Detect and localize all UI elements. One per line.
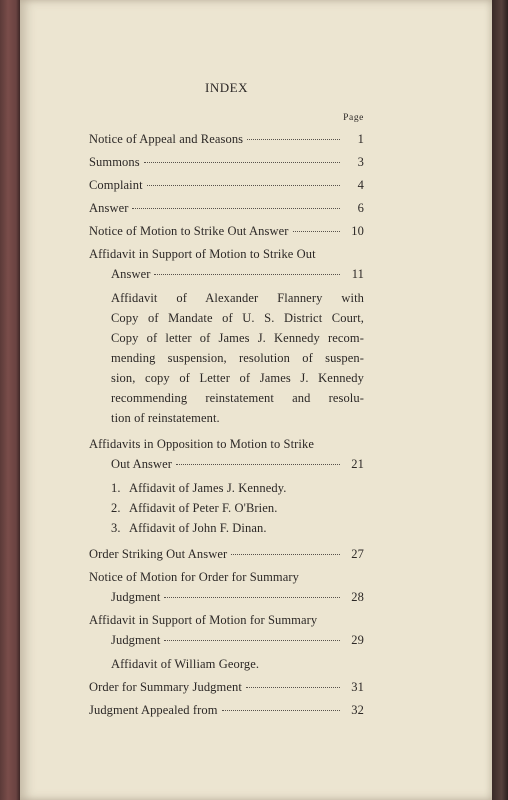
entry-label: Notice of Motion to Strike Out Answer bbox=[89, 224, 289, 238]
description-line: Copy of letter of James J. Kennedy recom- bbox=[111, 331, 364, 345]
affidavit-description bbox=[89, 288, 364, 428]
entry-label: Order for Summary Judgment bbox=[89, 680, 242, 694]
list-item bbox=[89, 478, 364, 498]
index-title: INDEX bbox=[205, 80, 248, 95]
description-line: sion, copy of Letter of James J. Kennedy bbox=[111, 371, 364, 385]
index-entry bbox=[89, 677, 364, 697]
sub-entry: Affidavit of William George. bbox=[111, 657, 260, 671]
entry-label: Affidavits in Opposition to Motion to Strike bbox=[89, 437, 315, 451]
entry-label: Complaint bbox=[89, 178, 143, 192]
book-cover-right bbox=[492, 0, 508, 800]
entry-label-cont: Answer bbox=[111, 267, 151, 281]
entry-page: 28 bbox=[351, 590, 364, 604]
page bbox=[20, 0, 492, 800]
entry-page: 29 bbox=[351, 633, 364, 647]
dot-leader bbox=[164, 640, 340, 641]
entry-continuation bbox=[89, 264, 364, 284]
entry-page: 11 bbox=[351, 267, 364, 281]
list-text: Affidavit of Peter F. O'Brien. bbox=[129, 501, 278, 515]
entry-page: 3 bbox=[357, 155, 364, 169]
dot-leader bbox=[231, 554, 340, 555]
dot-leader bbox=[164, 597, 340, 598]
entry-label: Affidavit in Support of Motion to Strike Out bbox=[89, 247, 316, 261]
description-line: tion of reinstatement. bbox=[111, 411, 220, 425]
entry-label-cont: Judgment bbox=[111, 590, 161, 604]
entry-page: 1 bbox=[357, 132, 364, 146]
entry-page: 6 bbox=[357, 201, 364, 215]
entry-page: 31 bbox=[351, 680, 364, 694]
index-entry bbox=[89, 129, 364, 149]
description-line: Affidavit of Alexander Flannery with bbox=[111, 291, 364, 305]
index-entry bbox=[89, 567, 364, 607]
entry-label: Affidavit in Support of Motion for Summary bbox=[89, 613, 318, 627]
entry-page: 21 bbox=[351, 457, 364, 471]
entry-label: Notice of Appeal and Reasons bbox=[89, 132, 244, 146]
list-text: Affidavit of James J. Kennedy. bbox=[129, 481, 287, 495]
dot-leader bbox=[222, 710, 340, 711]
entry-label: Judgment Appealed from bbox=[89, 703, 218, 717]
entry-label-cont: Out Answer bbox=[111, 457, 173, 471]
description-line: mending suspension, resolution of suspen- bbox=[111, 351, 364, 365]
book-cover-left bbox=[0, 0, 20, 800]
entry-page: 32 bbox=[351, 703, 364, 717]
dot-leader bbox=[246, 687, 340, 688]
index-entry bbox=[89, 221, 364, 241]
entry-label: Summons bbox=[89, 155, 140, 169]
index-entry bbox=[89, 198, 364, 218]
entry-page: 4 bbox=[357, 178, 364, 192]
dot-leader bbox=[154, 274, 340, 275]
entry-label: Notice of Motion for Order for Summary bbox=[89, 570, 300, 584]
dot-leader bbox=[147, 185, 340, 186]
entry-continuation bbox=[89, 587, 364, 607]
description-line: Copy of Mandate of U. S. District Court, bbox=[111, 311, 364, 325]
entry-label-cont: Judgment bbox=[111, 633, 161, 647]
entry-label: Answer bbox=[89, 201, 129, 215]
list-item bbox=[89, 498, 364, 518]
dot-leader bbox=[293, 231, 340, 232]
entry-label: Order Striking Out Answer bbox=[89, 547, 228, 561]
index-entry bbox=[89, 700, 364, 720]
dot-leader bbox=[176, 464, 340, 465]
list-number: 3. bbox=[111, 521, 121, 535]
index-entry bbox=[89, 175, 364, 195]
index-entry bbox=[89, 434, 364, 474]
index-entry bbox=[89, 610, 364, 650]
entry-continuation bbox=[89, 630, 364, 650]
index-content bbox=[89, 80, 364, 720]
entry-page: 10 bbox=[351, 224, 364, 238]
index-entry bbox=[89, 244, 364, 284]
entry-continuation bbox=[89, 454, 364, 474]
page-column-header: Page bbox=[343, 113, 364, 123]
dot-leader bbox=[132, 208, 340, 209]
dot-leader bbox=[247, 139, 340, 140]
list-text: Affidavit of John F. Dinan. bbox=[129, 521, 267, 535]
index-entry bbox=[89, 152, 364, 172]
list-number: 1. bbox=[111, 481, 121, 495]
list-item bbox=[89, 518, 364, 538]
entry-page: 27 bbox=[351, 547, 364, 561]
numbered-list bbox=[89, 478, 364, 538]
index-entry bbox=[89, 544, 364, 564]
list-number: 2. bbox=[111, 501, 121, 515]
description-line: recommending reinstatement and resolu- bbox=[111, 391, 364, 405]
dot-leader bbox=[144, 162, 340, 163]
